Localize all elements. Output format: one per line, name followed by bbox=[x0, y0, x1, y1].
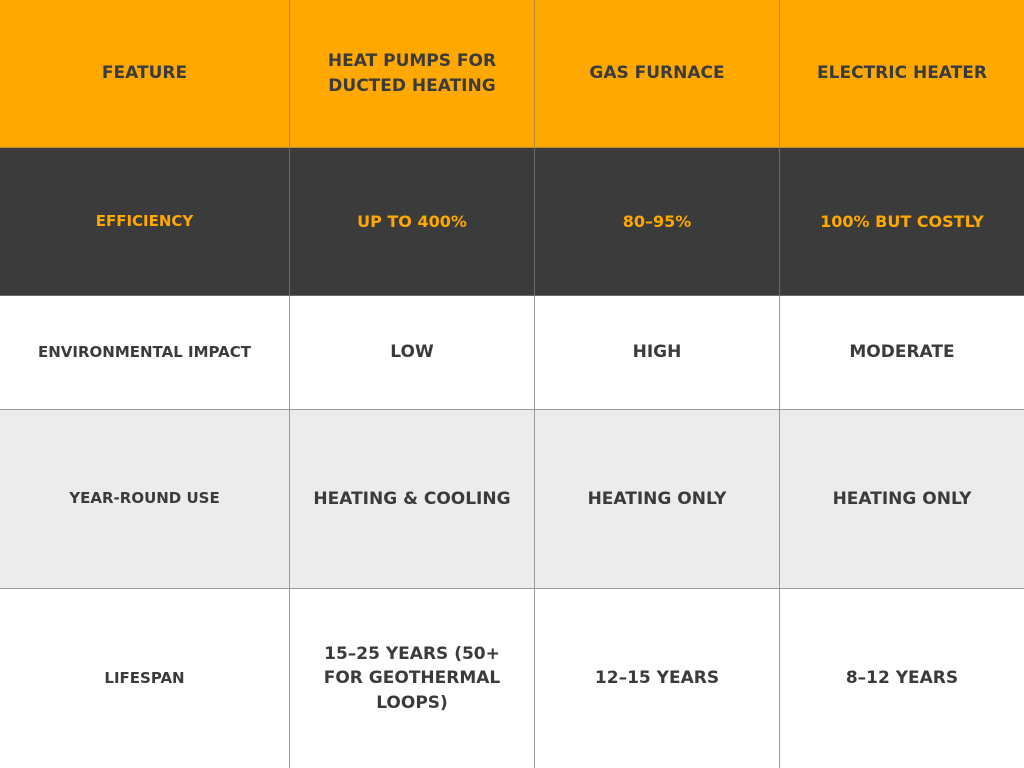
cell-environmental-heat-pumps: LOW bbox=[290, 296, 535, 410]
header-cell-electric-heater: ELECTRIC HEATER bbox=[780, 0, 1024, 148]
cell-efficiency-gas-furnace: 80–95% bbox=[535, 148, 780, 296]
row-label-year-round-use: YEAR-ROUND USE bbox=[0, 410, 290, 589]
cell-environmental-gas-furnace: HIGH bbox=[535, 296, 780, 410]
header-cell-gas-furnace: GAS FURNACE bbox=[535, 0, 780, 148]
header-cell-feature: FEATURE bbox=[0, 0, 290, 148]
cell-year-round-electric-heater: HEATING ONLY bbox=[780, 410, 1024, 589]
cell-year-round-gas-furnace: HEATING ONLY bbox=[535, 410, 780, 589]
cell-efficiency-electric-heater: 100% BUT COSTLY bbox=[780, 148, 1024, 296]
row-label-environmental-impact: ENVIRONMENTAL IMPACT bbox=[0, 296, 290, 410]
cell-lifespan-gas-furnace: 12–15 YEARS bbox=[535, 589, 780, 768]
cell-efficiency-heat-pumps: UP TO 400% bbox=[290, 148, 535, 296]
cell-environmental-electric-heater: MODERATE bbox=[780, 296, 1024, 410]
cell-year-round-heat-pumps: HEATING & COOLING bbox=[290, 410, 535, 589]
cell-lifespan-electric-heater: 8–12 YEARS bbox=[780, 589, 1024, 768]
row-label-lifespan: LIFESPAN bbox=[0, 589, 290, 768]
cell-lifespan-heat-pumps: 15–25 YEARS (50+ FOR GEOTHERMAL LOOPS) bbox=[290, 589, 535, 768]
header-cell-heat-pumps: HEAT PUMPS FOR DUCTED HEATING bbox=[290, 0, 535, 148]
row-label-efficiency: EFFICIENCY bbox=[0, 148, 290, 296]
